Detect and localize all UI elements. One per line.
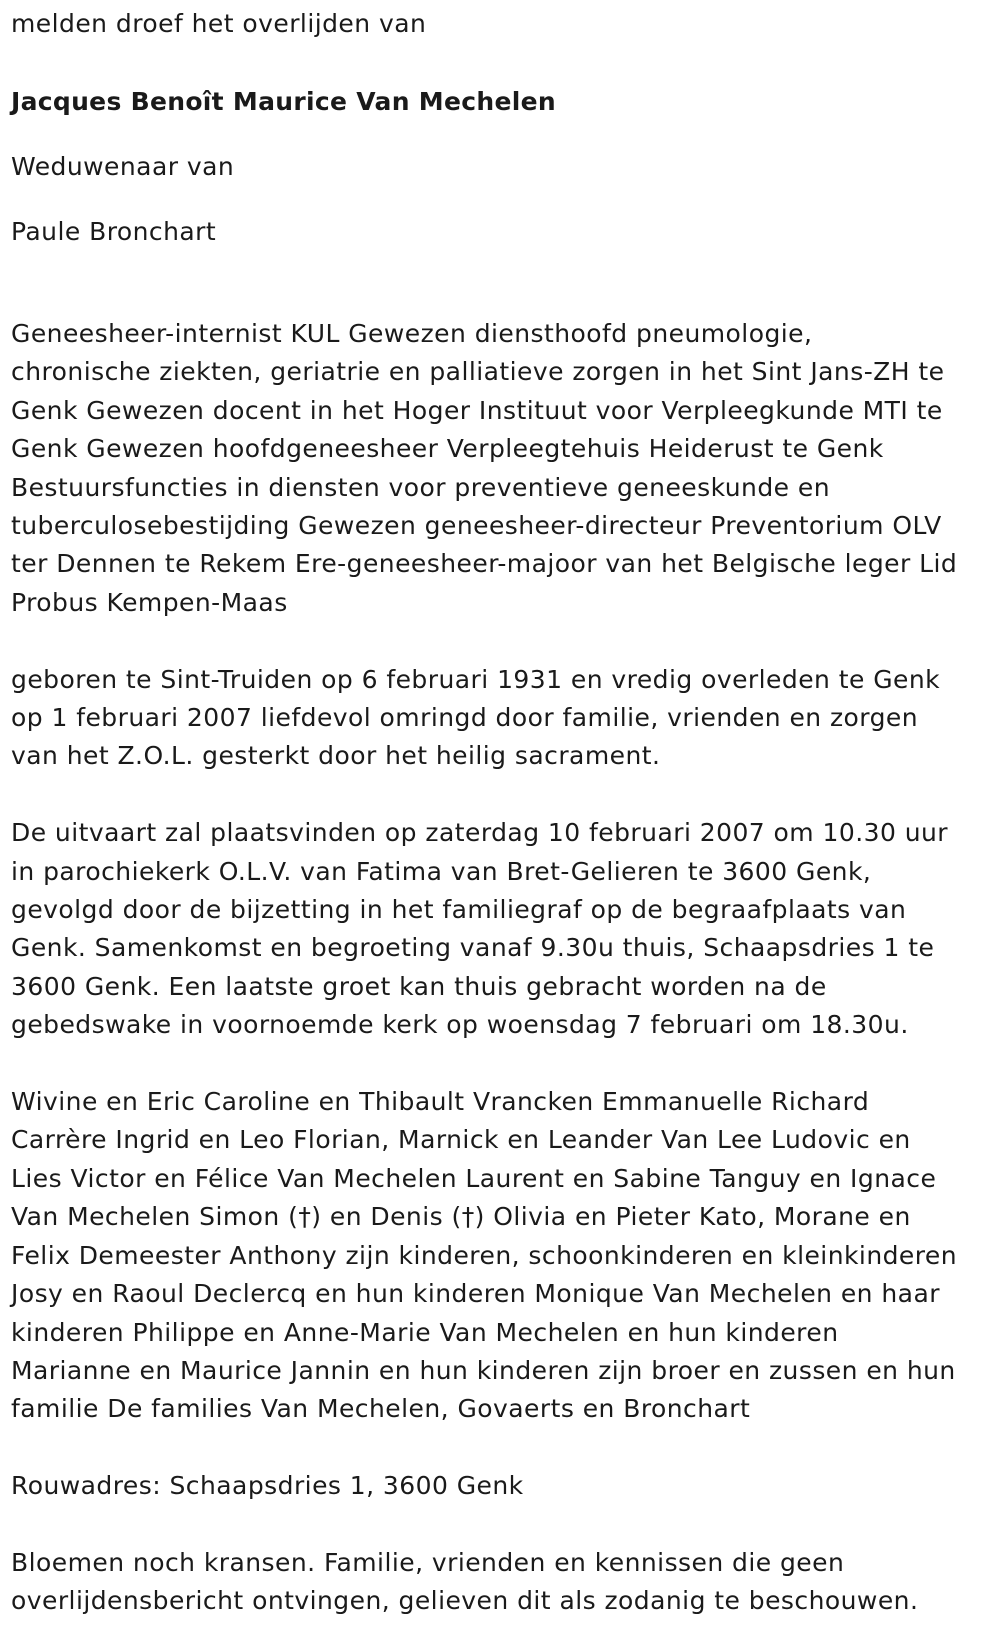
career-line: Genk Gewezen hoofdgeneesheer Verpleegtehuis Heiderust te Genk bbox=[11, 434, 884, 464]
deceased-name: Jacques Benoît Maurice Van Mechelen bbox=[11, 87, 556, 116]
family-paragraph bbox=[11, 1083, 990, 1429]
family-line: Lies Victor en Félice Van Mechelen Laurent en Sabine Tanguy en Ignace bbox=[11, 1163, 937, 1193]
intro-text: melden droef het overlijden van bbox=[11, 9, 427, 38]
career-line: Geneesheer-internist KUL Gewezen diensthoofd pneumologie, bbox=[11, 319, 813, 348]
career-line: tuberculosebestijding Gewezen geneesheer-directeur Preventorium OLV bbox=[11, 511, 942, 541]
family-line: Van Mechelen Simon (†) en Denis (†) Olivia en Pieter Kato, Morane en bbox=[11, 1202, 911, 1232]
paragraph-spacer bbox=[11, 1045, 990, 1083]
birth-death-line: geboren te Sint-Truiden op 6 februari 1931 en vredig overleden te Genk bbox=[11, 664, 941, 694]
birth-death-paragraph bbox=[11, 661, 990, 776]
flowers-line: overlijdensbericht ontvingen, gelieven dit als zodanig te beschouwen. bbox=[11, 1586, 919, 1616]
family-line: Marianne en Maurice Jannin en hun kinderen zijn broer en zussen en hun bbox=[11, 1355, 956, 1385]
funeral-paragraph bbox=[11, 814, 990, 1044]
career-line: ter Dennen te Rekem Ere-geneesheer-majoor van het Belgische leger Lid bbox=[11, 549, 958, 579]
family-line: Felix Demeester Anthony zijn kinderen, schoonkinderen en kleinkinderen bbox=[11, 1240, 958, 1270]
funeral-line: gebedswake in voornoemde kerk op woensdag 7 februari om 18.30u. bbox=[11, 1010, 909, 1040]
career-paragraph bbox=[11, 315, 990, 622]
funeral-line: 3600 Genk. Een laatste groet kan thuis gebracht worden na de bbox=[11, 971, 827, 1001]
flowers-paragraph bbox=[11, 1544, 990, 1621]
family-line: familie De families Van Mechelen, Govaerts en Bronchart bbox=[11, 1394, 751, 1424]
funeral-line: Genk. Samenkomst en begroeting vanaf 9.30u thuis, Schaapsdries 1 te bbox=[11, 933, 935, 963]
spouse-name: Paule Bronchart bbox=[11, 217, 217, 246]
paragraph-spacer bbox=[11, 1506, 990, 1544]
birth-death-line: op 1 februari 2007 liefdevol omringd door familie, vrienden en zorgen bbox=[11, 703, 919, 733]
career-line: Genk Gewezen docent in het Hoger Instituut voor Verpleegkunde MTI te bbox=[11, 395, 943, 425]
paragraph-spacer bbox=[11, 1429, 990, 1467]
funeral-line: gevolgd door de bijzetting in het familiegraf op de begraafplaats van bbox=[11, 895, 907, 925]
career-line: chronische ziekten, geriatrie en palliatieve zorgen in het Sint Jans-ZH te bbox=[11, 357, 945, 387]
funeral-line: in parochiekerk O.L.V. van Fatima van Bret-Gelieren te 3600 Genk, bbox=[11, 856, 872, 886]
career-line: Bestuursfuncties in diensten voor preventieve geneeskunde en bbox=[11, 472, 831, 502]
family-line: Josy en Raoul Declercq en hun kinderen Monique Van Mechelen en haar bbox=[11, 1279, 940, 1309]
relation-label: Weduwenaar van bbox=[11, 152, 235, 181]
family-line: kinderen Philippe en Anne-Marie Van Mechelen en hun kinderen bbox=[11, 1317, 839, 1347]
paragraph-spacer bbox=[11, 776, 990, 814]
funeral-line: De uitvaart zal plaatsvinden op zaterdag 10 februari 2007 om 10.30 uur bbox=[11, 818, 949, 848]
paragraph-spacer bbox=[11, 622, 990, 660]
flowers-line: Bloemen noch kransen. Familie, vrienden en kennissen die geen bbox=[11, 1547, 845, 1577]
mourning-address: Rouwadres: Schaapsdries 1, 3600 Genk bbox=[11, 1471, 524, 1501]
birth-death-line: van het Z.O.L. gesterkt door het heilig sacrament. bbox=[11, 741, 661, 771]
family-line: Wivine en Eric Caroline en Thibault Vrancken Emmanuelle Richard bbox=[11, 1087, 870, 1117]
career-line: Probus Kempen-Maas bbox=[11, 587, 288, 617]
paragraph-spacer bbox=[11, 277, 990, 315]
family-line: Carrère Ingrid en Leo Florian, Marnick en Leander Van Lee Ludovic en bbox=[11, 1125, 911, 1155]
